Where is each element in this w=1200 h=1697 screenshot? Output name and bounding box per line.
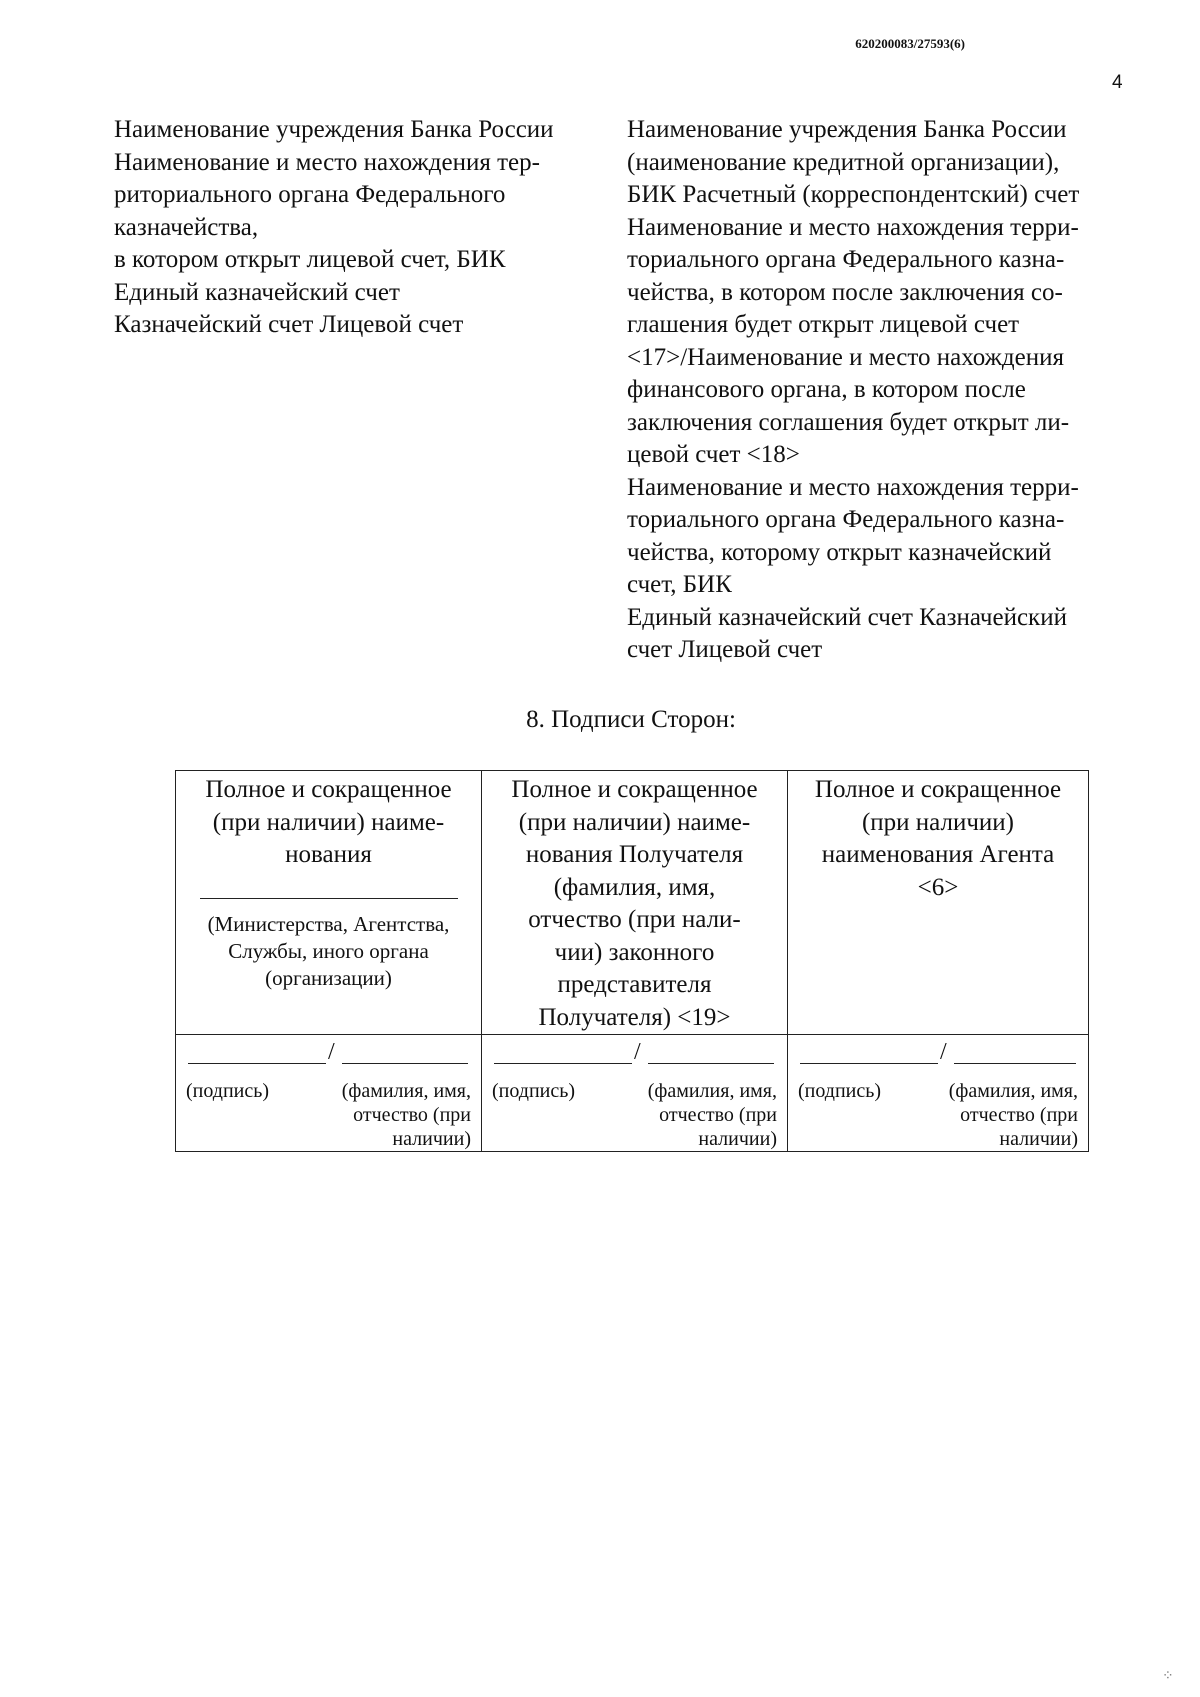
right-line: чейства, которому открыт казначейский <box>627 538 1052 566</box>
fio-label <box>627 1079 777 1151</box>
right-line: Наименование и место нахождения терри- <box>627 213 1079 241</box>
scan-artifact-dots: ⁘ <box>1162 1669 1174 1684</box>
signature-line <box>494 1063 632 1064</box>
heading-line: чии) законного <box>554 938 715 966</box>
right-line: (наименование кредитной организации), <box>627 148 1060 176</box>
signature-cell-agent <box>788 1035 1089 1152</box>
right-line: финансового органа, в котором после <box>627 376 1026 403</box>
fio-label-line: отчество (при <box>659 1104 777 1126</box>
heading-line: (при наличии) наиме- <box>518 808 751 836</box>
fio-label <box>321 1079 471 1151</box>
right-line: Наименование учреждения Банка России <box>627 116 1067 143</box>
fio-label <box>928 1079 1078 1151</box>
party-heading <box>176 771 481 872</box>
party-names-row <box>176 771 1089 1035</box>
heading-line: Полное и сокращенное <box>511 776 758 803</box>
left-line: казначейства, <box>114 213 259 241</box>
heading-line: представителя <box>557 971 712 998</box>
left-requisites-column <box>114 114 614 342</box>
signature-separator: / <box>328 1039 335 1065</box>
party-cell-ministry <box>176 771 482 1035</box>
heading-line: Полное и сокращенное <box>814 776 1062 803</box>
signature-label: (подпись) <box>492 1080 576 1102</box>
fio-label-line: (фамилия, имя, <box>341 1080 471 1102</box>
fio-label-line: наличии) <box>999 1128 1078 1150</box>
right-line: глашения будет открыт лицевой счет <box>627 311 1020 338</box>
left-line: в котором открыт лицевой счет, БИК <box>114 246 506 273</box>
right-line: цевой счет <18> <box>627 441 800 468</box>
signature-row <box>176 1035 1089 1152</box>
fio-label-line: (фамилия, имя, <box>948 1080 1078 1102</box>
signature-separator: / <box>940 1039 947 1065</box>
heading-line: Полное и сокращенное <box>205 776 452 803</box>
heading-line: нования Получателя <box>525 841 744 868</box>
heading-line: нования <box>285 841 372 868</box>
heading-line: (при наличии) <box>861 808 1015 836</box>
note-line: (Министерства, Агентства, <box>207 911 450 936</box>
party-cell-recipient <box>482 771 788 1035</box>
signature-line <box>188 1063 326 1064</box>
heading-line: Получателя) <19> <box>538 1003 731 1031</box>
note-line: Службы, иного органа <box>228 938 429 963</box>
signature-cell-recipient <box>482 1035 788 1152</box>
name-line <box>648 1063 774 1064</box>
right-line: счет Лицевой счет <box>627 636 823 663</box>
page-number: 4 <box>1112 72 1123 93</box>
party-heading <box>788 771 1088 904</box>
right-requisites-column <box>627 114 1147 667</box>
heading-line: (при наличии) наиме- <box>212 808 445 836</box>
document-number: 620200083/27593(6) <box>855 36 965 51</box>
signature-cell-ministry <box>176 1035 482 1152</box>
right-line: БИК Расчетный (корреспондентский) счет <box>627 181 1080 208</box>
blank-fill-line <box>200 898 458 899</box>
left-line: Единый казначейский счет <box>114 278 400 306</box>
heading-line: наименования Агента <box>821 841 1055 868</box>
right-line: Единый казначейский счет Казначейский <box>627 603 1067 631</box>
note-line: (организации) <box>265 965 392 990</box>
right-line: ториального органа Федерального казна- <box>627 506 1065 533</box>
right-line: Наименование и место нахождения терри- <box>627 473 1079 501</box>
section-title: 8. Подписи Сторон: <box>526 706 736 733</box>
heading-line: (фамилия, имя, <box>553 873 716 901</box>
heading-line: <6> <box>917 873 959 901</box>
right-line: чейства, в котором после заключения со- <box>627 278 1063 306</box>
left-line: Казначейский счет Лицевой счет <box>114 311 464 338</box>
party-heading <box>482 771 787 1034</box>
signature-separator: / <box>634 1039 641 1065</box>
fio-label-line: (фамилия, имя, <box>647 1080 777 1102</box>
fio-label-line: наличии) <box>392 1128 471 1150</box>
signature-line <box>800 1063 938 1064</box>
right-line: счет, БИК <box>627 571 732 598</box>
right-line: ториального органа Федерального казна- <box>627 246 1065 273</box>
name-line <box>954 1063 1076 1064</box>
signature-label: (подпись) <box>186 1080 270 1102</box>
left-line: Наименование и место нахождения тер- <box>114 148 540 176</box>
party-cell-agent <box>788 771 1089 1035</box>
heading-line: отчество (при нали- <box>528 906 741 933</box>
signatures-table <box>175 770 1089 1152</box>
right-line: заключения соглашения будет открыт ли- <box>627 408 1070 436</box>
fio-label-line: наличии) <box>698 1128 777 1150</box>
fio-label-line: отчество (при <box>960 1104 1078 1126</box>
party-note <box>176 911 481 1000</box>
name-line <box>342 1063 468 1064</box>
right-line: <17>/Наименование и место нахождения <box>627 343 1064 371</box>
left-line: Наименование учреждения Банка России <box>114 116 554 143</box>
signature-label: (подпись) <box>798 1080 882 1102</box>
left-line: риториального органа Федерального <box>114 181 506 208</box>
fio-label-line: отчество (при <box>353 1104 471 1126</box>
